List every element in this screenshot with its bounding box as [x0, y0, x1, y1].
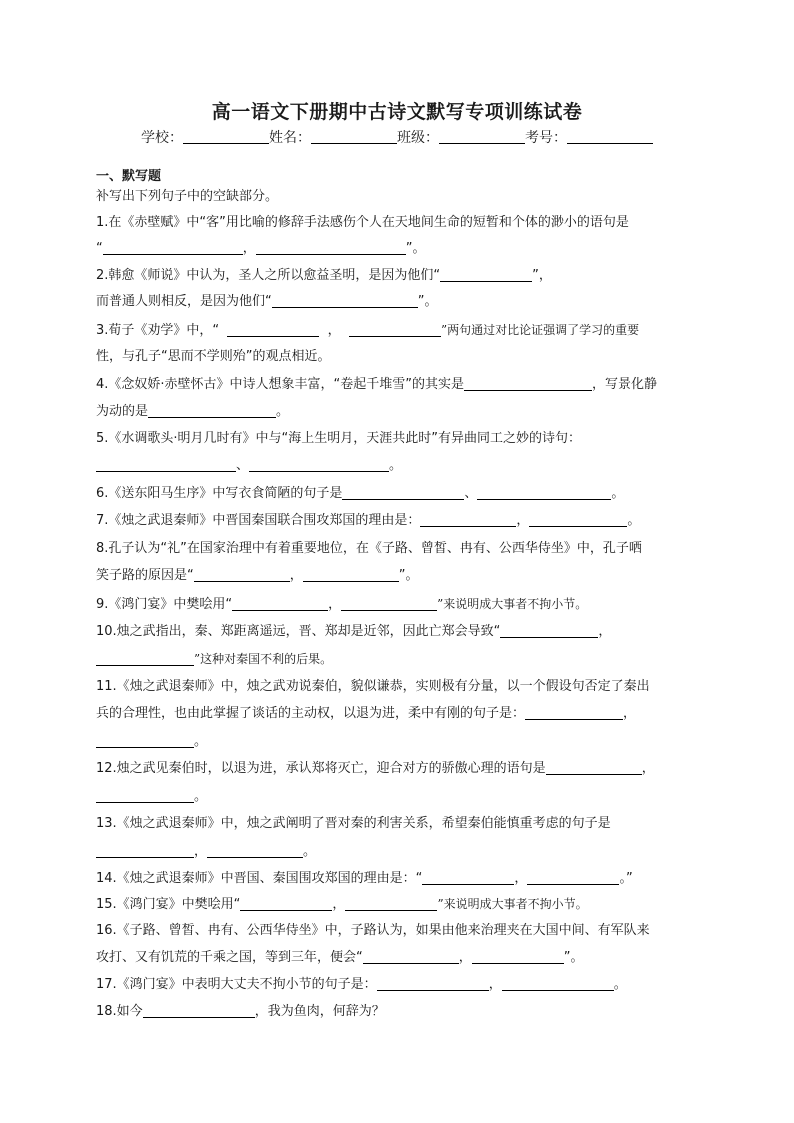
- question-11-line-2: [96, 705, 636, 723]
- exam-number-blank[interactable]: [567, 129, 653, 144]
- period: 。: [276, 404, 290, 419]
- period: 。: [627, 513, 641, 528]
- comma: ，: [641, 761, 655, 776]
- q10-text-end: ”这种对秦国不利的后果。: [194, 652, 333, 666]
- period: 。: [194, 734, 208, 749]
- comma: ，: [242, 241, 256, 256]
- comma: ，: [289, 568, 303, 583]
- comma: ，: [514, 871, 528, 886]
- comma: ，: [488, 977, 502, 992]
- question-5-line-2: [96, 457, 402, 475]
- q13-blank-2[interactable]: [207, 843, 303, 858]
- q11-text: 兵的合理性，也由此掌握了谈话的主动权，以退为进，柔中有刚的句子是：: [96, 706, 526, 721]
- enum-comma: 、: [236, 458, 250, 473]
- q7-text: 7.《烛之武退秦师》中晋国秦国联合围攻郑国的理由是：: [96, 513, 421, 528]
- quote-close: ”。: [563, 950, 584, 965]
- period: 。: [303, 844, 317, 859]
- question-17: [96, 976, 627, 994]
- question-8-line-2: [96, 567, 419, 585]
- question-3-line-1: [96, 321, 639, 340]
- period: 。: [611, 486, 625, 501]
- q4-blank-1[interactable]: [464, 376, 592, 391]
- section-heading: 一、默写题: [96, 169, 162, 184]
- question-9: [96, 595, 587, 614]
- comma: ，: [516, 513, 530, 528]
- enum-comma: 、: [464, 486, 478, 501]
- period: 。: [613, 977, 627, 992]
- q17-text: 17.《鸿门宴》中表明大丈夫不拘小节的句子是：: [96, 977, 377, 992]
- page-title: 高一语文下册期中古诗文默写专项训练试卷: [211, 101, 583, 123]
- quote-close: ”。: [405, 241, 426, 256]
- question-18: [96, 1003, 385, 1021]
- q13-blank-1[interactable]: [96, 843, 194, 858]
- q4-text-2: 为动的是: [96, 404, 149, 419]
- q16-blank-2[interactable]: [472, 949, 564, 964]
- question-5-line-1: 5.《水调歌头·明月几时有》中与“海上生明月，天涯共此时”有异曲同工之妙的诗句：: [96, 431, 582, 446]
- q9-text: 9.《鸿门宴》中樊哙用“: [96, 597, 233, 612]
- q2-blank-2[interactable]: [272, 293, 418, 308]
- q2-blank-1[interactable]: [440, 267, 532, 282]
- question-16-line-2: [96, 949, 584, 967]
- question-8-line-1: 8.孔子认为“礼”在国家治理中有着重要地位，在《子路、曾皙、冉有、公西华侍坐》中，孔子哂: [96, 541, 642, 556]
- exam-number-label: 考号：: [525, 130, 567, 146]
- q6-text: 6.《送东阳马生序》中写衣食简陋的句子是: [96, 486, 343, 501]
- q2-text-2: 而普通人则相反，是因为他们“: [96, 294, 272, 309]
- question-16-line-1: 16.《子路、曾皙、冉有、公西华侍坐》中，子路认为，如果由他来治理夹在大国中间、有军队来: [96, 923, 650, 938]
- question-12-line-1: [96, 760, 655, 778]
- q17-blank-1[interactable]: [377, 976, 489, 991]
- q5-blank-1[interactable]: [96, 457, 236, 472]
- question-4-line-1: [96, 376, 657, 394]
- q11-blank-2[interactable]: [96, 733, 194, 748]
- question-15: [96, 895, 588, 914]
- q3-text-end: ”两句通过对比论证强调了学习的重要: [440, 323, 640, 337]
- q3-blank-2[interactable]: [349, 322, 441, 337]
- q9-blank-2[interactable]: [341, 596, 437, 611]
- q11-blank-1[interactable]: [525, 705, 623, 720]
- q17-blank-2[interactable]: [502, 976, 614, 991]
- q4-text-end: ，写景化静: [592, 377, 658, 392]
- q12-blank-2[interactable]: [96, 788, 194, 803]
- q7-blank-1[interactable]: [420, 512, 516, 527]
- q4-blank-2[interactable]: [148, 403, 276, 418]
- q4-text: 4.《念奴娇·赤壁怀古》中诗人想象丰富，“卷起千堆雪”的其实是: [96, 377, 465, 392]
- q8-blank-1[interactable]: [194, 567, 290, 582]
- comma: ，: [332, 897, 346, 912]
- q12-blank-1[interactable]: [546, 760, 642, 775]
- q5-blank-2[interactable]: [249, 457, 389, 472]
- question-10-line-2: [96, 650, 332, 669]
- q9-text-end: ”来说明成大事者不拘小节。: [437, 597, 588, 611]
- q10-blank-1[interactable]: [500, 623, 598, 638]
- q8-text: 笑子路的原因是“: [96, 568, 194, 583]
- q7-blank-2[interactable]: [529, 512, 627, 527]
- q18-text-end: ，我为鱼肉，何辞为？: [254, 1004, 385, 1019]
- class-label: 班级：: [397, 130, 439, 146]
- question-14: [96, 870, 633, 888]
- question-4-line-2: [96, 403, 289, 421]
- question-13-line-1: 13.《烛之武退秦师》中，烛之武阐明了晋对秦的利害关系，希望秦伯能慎重考虑的句子是: [96, 816, 611, 831]
- q2-text-end: ”，: [532, 268, 552, 283]
- question-6: [96, 485, 624, 503]
- question-2-line-2: [96, 293, 438, 311]
- comma: ，: [598, 624, 612, 639]
- question-10-line-1: [96, 623, 611, 641]
- q14-text: 14.《烛之武退秦师》中晋国、秦国围攻郑国的理由是：“: [96, 871, 423, 886]
- comma: ，: [327, 323, 341, 338]
- question-7: [96, 512, 640, 530]
- q12-text: 12.烛之武见秦伯时，以退为进，承认郑将灭亡，迎合对方的骄傲心理的语句是: [96, 761, 546, 776]
- q18-text: 18.如今: [96, 1004, 143, 1019]
- quote-close: ”。: [398, 568, 419, 583]
- q15-text-end: ”来说明成大事者不拘小节。: [437, 897, 588, 911]
- q14-blank-1[interactable]: [422, 870, 514, 885]
- q1-blank-2[interactable]: [256, 240, 406, 255]
- q16-blank-1[interactable]: [363, 949, 459, 964]
- q18-blank-1[interactable]: [143, 1003, 255, 1018]
- q1-blank-1[interactable]: [103, 240, 243, 255]
- question-1-line-1: 1.在《赤壁赋》中“客”用比喻的修辞手法感伤个人在天地间生命的短暂和个体的渺小的语句是: [96, 215, 629, 230]
- q9-blank-1[interactable]: [232, 596, 328, 611]
- question-3-line-2: 性，与孔子“思而不学则殆”的观点相近。: [96, 349, 331, 364]
- question-2-line-1: [96, 267, 552, 285]
- q15-text: 15.《鸿门宴》中樊哙用“: [96, 897, 241, 912]
- comma: ，: [623, 706, 637, 721]
- section-instructions: 补写出下列句子中的空缺部分。: [96, 189, 279, 204]
- question-1-line-2: [96, 240, 426, 258]
- q8-blank-2[interactable]: [303, 567, 399, 582]
- q6-blank-1[interactable]: [342, 485, 464, 500]
- period: 。: [194, 789, 208, 804]
- question-13-line-2: [96, 843, 316, 861]
- question-12-line-2: [96, 788, 207, 806]
- name-blank[interactable]: [311, 129, 397, 144]
- comma: ，: [328, 597, 342, 612]
- q10-text: 10.烛之武指出，秦、郑距离遥远，晋、郑却是近邻，因此亡郑会导致“: [96, 624, 501, 639]
- school-blank[interactable]: [183, 129, 269, 144]
- q15-blank-1[interactable]: [240, 896, 332, 911]
- q15-blank-2[interactable]: [345, 896, 437, 911]
- question-11-line-3: [96, 733, 207, 751]
- comma: ，: [194, 844, 208, 859]
- q3-blank-1[interactable]: [227, 322, 319, 337]
- name-label: 姓名：: [269, 130, 311, 146]
- q16-text: 攻打、又有饥荒的千乘之国，等到三年，便会“: [96, 950, 363, 965]
- q2-text: 2.韩愈《师说》中认为，圣人之所以愈益圣明，是因为他们“: [96, 268, 441, 283]
- comma: ，: [458, 950, 472, 965]
- q10-blank-2[interactable]: [96, 651, 194, 666]
- class-blank[interactable]: [439, 129, 525, 144]
- school-label: 学校：: [141, 130, 183, 146]
- q14-blank-2[interactable]: [527, 870, 619, 885]
- q14-text-end: 。”: [619, 871, 633, 886]
- quote-open: “: [96, 241, 103, 256]
- q6-blank-2[interactable]: [477, 485, 611, 500]
- quote-close: ”。: [417, 294, 438, 309]
- q3-text: 3.荀子《劝学》中，“: [96, 323, 220, 338]
- question-11-line-1: 11.《烛之武退秦师》中，烛之武劝说秦伯，貌似谦恭，实则极有分量，以一个假设句否定了秦出: [96, 679, 650, 694]
- period: 。: [389, 458, 403, 473]
- student-info-row: [0, 127, 794, 147]
